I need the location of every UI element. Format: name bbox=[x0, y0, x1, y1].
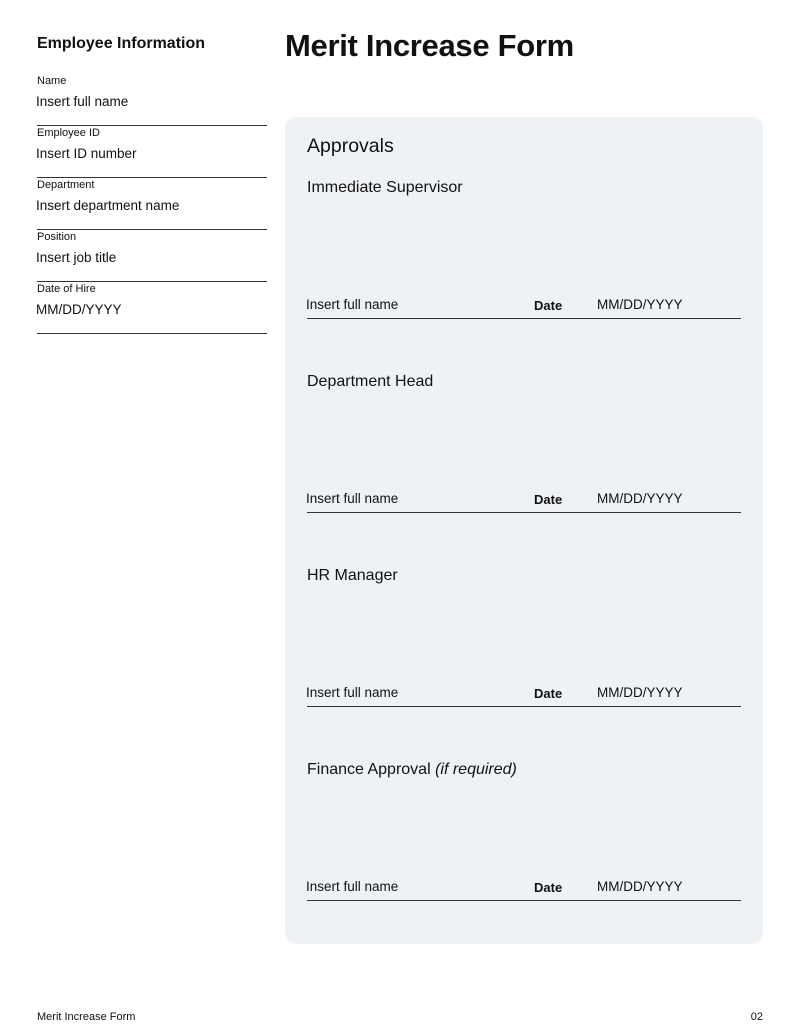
signature-row bbox=[307, 483, 741, 513]
approval-title: Immediate Supervisor bbox=[307, 179, 463, 196]
date-label: Date bbox=[534, 686, 563, 701]
field-label: Position bbox=[37, 231, 77, 243]
field-value[interactable]: Insert full name bbox=[36, 94, 129, 109]
date-of-hire-field[interactable] bbox=[37, 282, 267, 334]
date-label: Date bbox=[534, 298, 563, 313]
employee-info-section bbox=[37, 34, 267, 334]
department-field[interactable] bbox=[37, 178, 267, 230]
field-value[interactable]: Insert ID number bbox=[36, 146, 137, 161]
approvals-panel bbox=[285, 117, 763, 944]
approval-immediate-supervisor bbox=[307, 179, 741, 339]
approval-title: Department Head bbox=[307, 373, 434, 390]
footer-page-number: 02 bbox=[750, 1011, 763, 1023]
field-value[interactable]: MM/DD/YYYY bbox=[36, 302, 122, 317]
position-field[interactable] bbox=[37, 230, 267, 282]
signature-row bbox=[307, 871, 741, 901]
field-label: Date of Hire bbox=[37, 283, 96, 295]
date-input[interactable]: MM/DD/YYYY bbox=[597, 879, 683, 894]
date-input[interactable]: MM/DD/YYYY bbox=[597, 491, 683, 506]
approver-name-input[interactable]: Insert full name bbox=[306, 491, 399, 506]
employee-id-field[interactable] bbox=[37, 126, 267, 178]
field-value[interactable]: Insert department name bbox=[36, 198, 180, 213]
approval-hr-manager bbox=[307, 567, 741, 727]
date-input[interactable]: MM/DD/YYYY bbox=[597, 685, 683, 700]
field-label: Name bbox=[37, 75, 67, 87]
approver-name-input[interactable]: Insert full name bbox=[306, 879, 399, 894]
field-value[interactable]: Insert job title bbox=[36, 250, 117, 265]
field-label: Department bbox=[37, 179, 95, 191]
name-field[interactable] bbox=[37, 74, 267, 126]
approvals-heading: Approvals bbox=[307, 135, 394, 157]
approval-title: Finance Approval (if required) bbox=[307, 761, 517, 778]
approval-finance bbox=[307, 761, 741, 921]
date-input[interactable]: MM/DD/YYYY bbox=[597, 297, 683, 312]
signature-row bbox=[307, 289, 741, 319]
field-label: Employee ID bbox=[37, 127, 100, 139]
date-label: Date bbox=[534, 492, 563, 507]
signature-row bbox=[307, 677, 741, 707]
approver-name-input[interactable]: Insert full name bbox=[306, 685, 399, 700]
approver-name-input[interactable]: Insert full name bbox=[306, 297, 399, 312]
page-title: Merit Increase Form bbox=[285, 28, 574, 63]
approval-title: HR Manager bbox=[307, 567, 398, 584]
approval-department-head bbox=[307, 373, 741, 533]
date-label: Date bbox=[534, 880, 563, 895]
footer-doc-name: Merit Increase Form bbox=[37, 1011, 136, 1023]
employee-info-heading: Employee Information bbox=[37, 35, 206, 52]
